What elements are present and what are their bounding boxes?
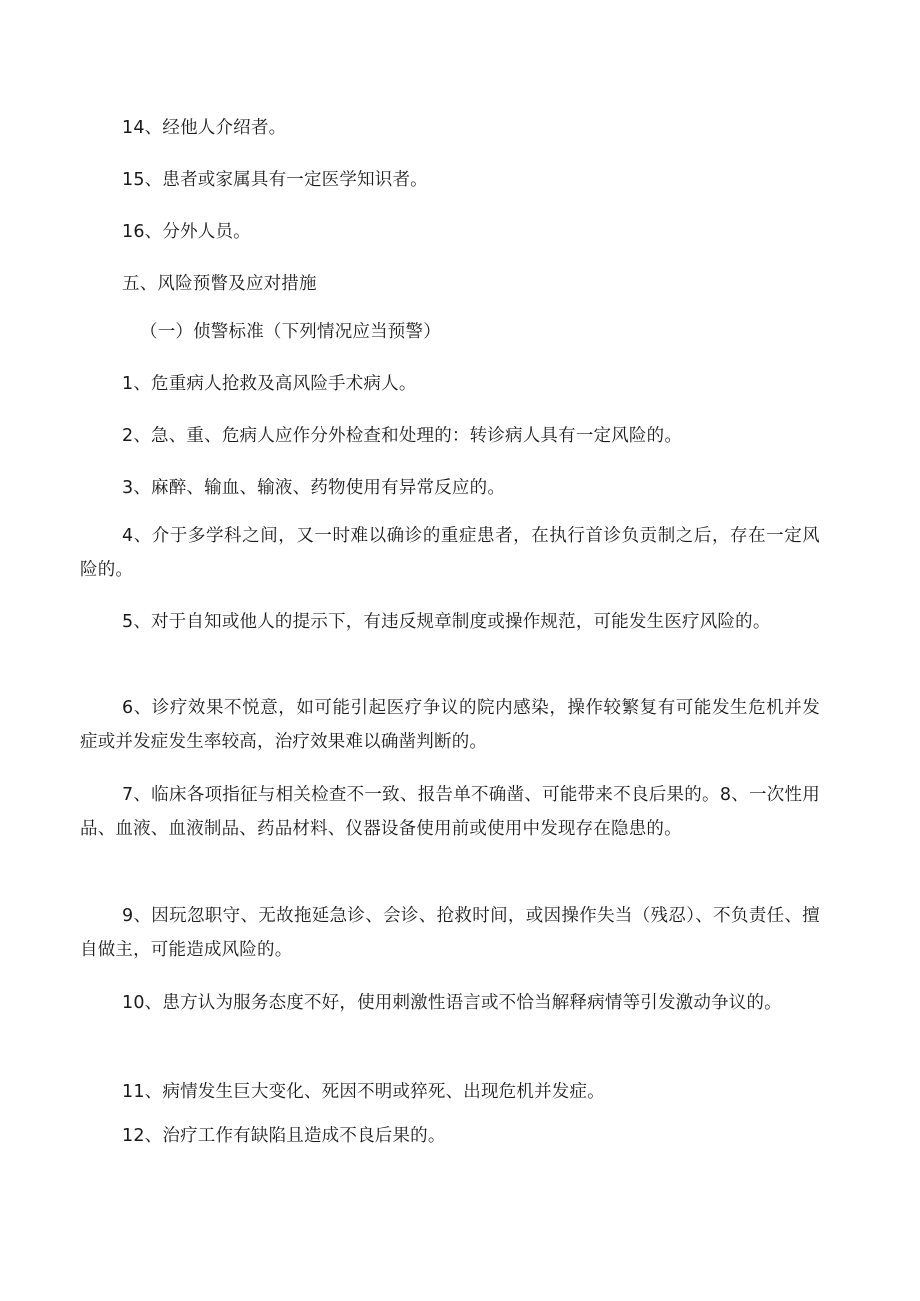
criterion-4: 4、介于多学科之间，又一时难以确诊的重症患者，在执行首诊负贡制之后，存在一定风险的。: [80, 526, 820, 580]
criterion-7-8: 7、临床各项指征与相关检查不一致、报告单不确凿、可能带来不良后果的。8、一次性用品、血液、血液制品、药品材料、仪器设备使用前或使用中发现存在隐患的。: [80, 785, 820, 839]
criterion-12: 12、治疗工作有缺陷且造成不良后果的。: [122, 1126, 446, 1146]
criterion-9: 9、因玩忽职守、无故拖延急诊、会诊、抢救时间，或因操作失当（残忍）、不负责任、擅自做主，可能造成风险的。: [80, 906, 820, 960]
item-14: 14、经他人介绍者。: [122, 118, 287, 138]
section-subtitle: （一）侦警标准（下列情况应当预警）: [140, 322, 441, 342]
criterion-6: 6、诊疗效果不悦意，如可能引起医疗争议的院内感染，操作较繁复有可能发生危机并发症或并发症发生率较高，治疗效果难以确凿判断的。: [80, 698, 820, 752]
criterion-1: 1、危重病人抢救及高风险手术病人。: [122, 374, 417, 394]
section-title: 五、风险预瞥及应对措施: [122, 274, 317, 294]
criterion-3: 3、麻醉、输血、输液、药物使用有异常反应的。: [122, 478, 506, 498]
item-15: 15、患者或家属具有一定医学知识者。: [122, 170, 428, 190]
criterion-2: 2、急、重、危病人应作分外检查和处理的：转诊病人具有一定风险的。: [122, 426, 683, 446]
criterion-11: 11、病情发生巨大变化、死因不明或猝死、出现危机并发症。: [122, 1082, 605, 1102]
criterion-5: 5、对于自知或他人的提示下，有违反规章制度或操作规范，可能发生医疗风险的。: [122, 612, 771, 632]
item-16: 16、分外人员。: [122, 222, 251, 242]
criterion-10: 10、患方认为服务态度不好，使用刺激性语言或不恰当解释病情等引发激动争议的。: [122, 993, 782, 1013]
